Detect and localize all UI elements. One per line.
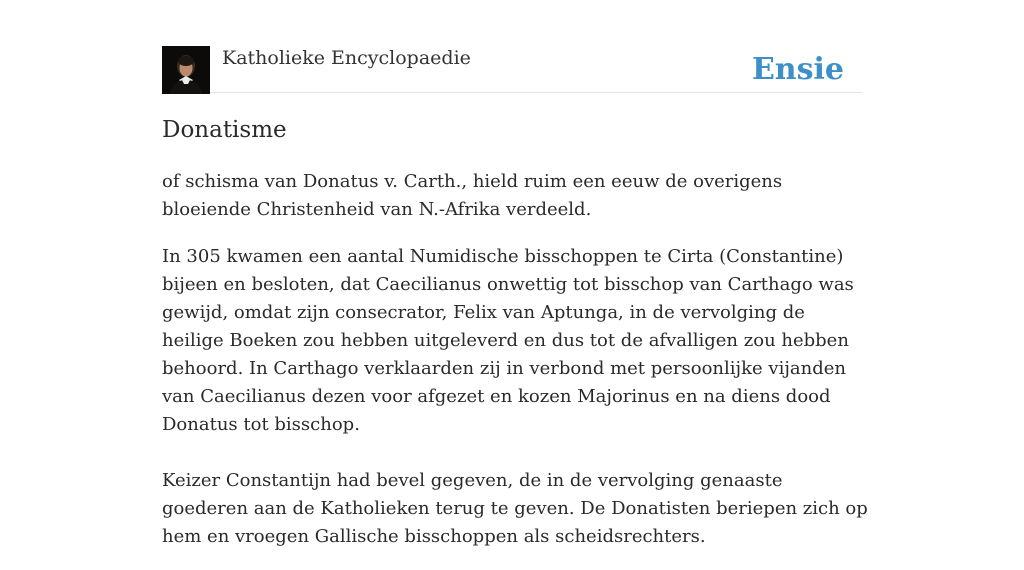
site-header xyxy=(162,46,862,93)
source-avatar[interactable] xyxy=(162,46,210,94)
paragraph-intro: of schisma van Donatus v. Carth., hield ruim een eeuw de overigens bloeiende Christenheid van N.-Afrika verdeeld. xyxy=(162,171,783,220)
paragraph-history: In 305 kwamen een aantal Numidische bisschoppen te Cirta (Constantine) bijeen en besloten, dat Caecilianus onwettig tot bisschop van Carthago was gewijd, omdat zijn consecrator, Felix van Aptunga, in de vervolging de heilige Boeken zou hebben uitgeleverd en dus tot de afvalligen zou hebben behoord. In Carthago verklaarden zij in verbond met persoonlijke vijanden van Caecilianus dezen voor afgezet en kozen Majorinus en na diens dood Donatus tot bisschop. xyxy=(162,246,854,435)
source-name[interactable]: Katholieke Encyclopaedie xyxy=(222,47,471,69)
paragraph-emperor: Keizer Constantijn had bevel gegeven, de in de vervolging genaaste goederen aan de Katholieken terug te geven. De Donatisten beriepen zich op hem en vroegen Gallische bisschoppen als scheidsrechters. xyxy=(162,470,868,547)
ensie-logo[interactable]: Ensie xyxy=(751,52,844,87)
article-title: Donatisme xyxy=(162,117,287,143)
article-body xyxy=(162,168,868,570)
portrait-avatar-icon xyxy=(162,46,210,94)
